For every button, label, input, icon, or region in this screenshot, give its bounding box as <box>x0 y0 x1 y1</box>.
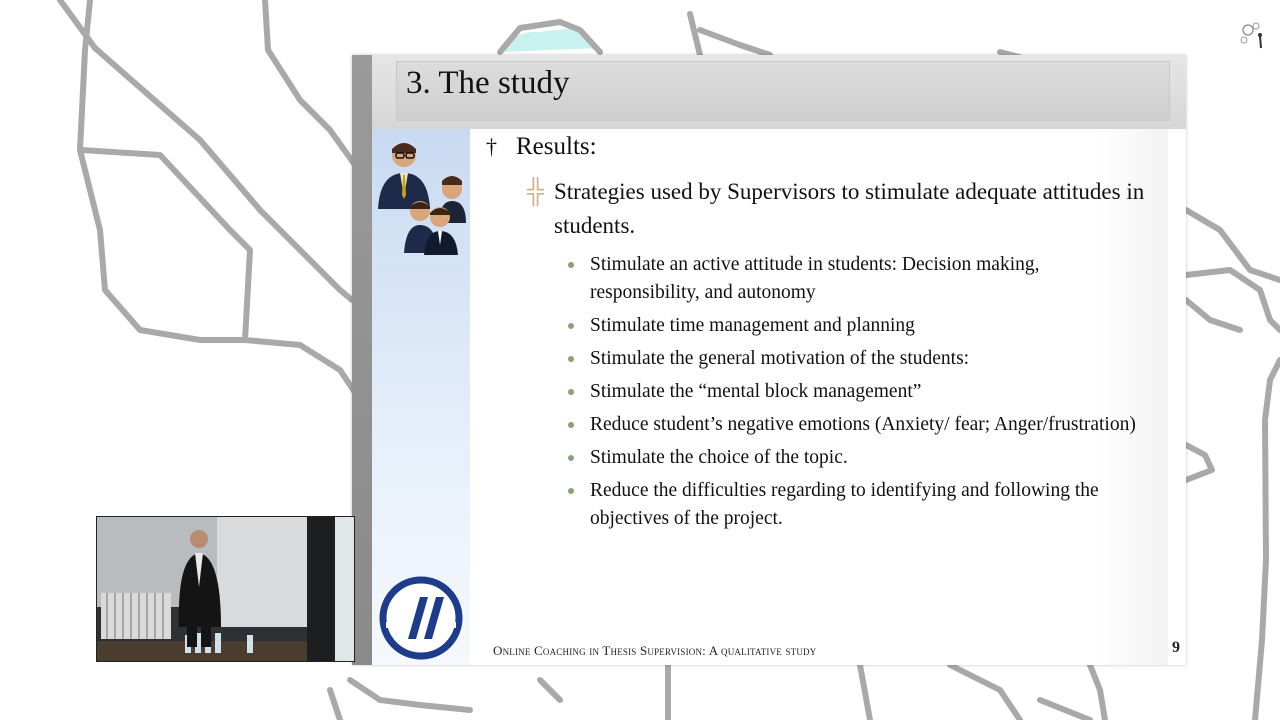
people-group-icon <box>374 137 470 257</box>
speaker-video-inset <box>96 516 355 662</box>
bullet-dot-icon <box>568 389 574 395</box>
list-item <box>564 477 1144 533</box>
slide-title-band <box>372 55 1186 129</box>
strategy-bullet-list <box>564 251 1144 538</box>
list-item-text: Stimulate the choice of the topic. <box>590 447 848 468</box>
list-item-text: Stimulate the general motivation of the students: <box>590 348 970 369</box>
slide-page-number: 9 <box>1172 639 1180 656</box>
presentation-slide <box>352 55 1186 665</box>
list-item-text: Stimulate the “mental block management” <box>590 381 922 402</box>
list-item <box>564 378 1144 406</box>
university-logo-icon <box>378 575 464 661</box>
bullet-dot-icon <box>568 488 574 494</box>
bullet-dot-icon <box>568 323 574 329</box>
dagger-marker-icon: † <box>486 134 497 159</box>
list-item-text: Reduce student’s negative emotions (Anxiety/ fear; Anger/frustration) <box>590 414 1136 435</box>
conference-logo-icon <box>1234 16 1270 58</box>
list-item-text: Stimulate time management and planning <box>590 315 915 336</box>
cross-marker-icon: ╬ <box>527 179 545 205</box>
list-item <box>564 345 1144 373</box>
slide-title: 3. The study <box>406 65 570 101</box>
slide-footer: Online Coaching in Thesis Supervision: A qualitative study <box>493 643 817 658</box>
strategies-item <box>527 175 1147 243</box>
slide-left-bar <box>352 55 372 665</box>
bullet-dot-icon <box>568 356 574 362</box>
bullet-dot-icon <box>568 262 574 268</box>
list-item <box>564 251 1144 307</box>
bullet-dot-icon <box>568 455 574 461</box>
results-heading <box>486 133 597 161</box>
results-heading-text: Results: <box>516 133 597 160</box>
list-item <box>564 444 1144 472</box>
list-item <box>564 312 1144 340</box>
strategies-item-text: Strategies used by Supervisors to stimulate adequate attitudes in students. <box>554 179 1145 238</box>
list-item-text: Stimulate an active attitude in students: Decision making, responsibility, and autonomy <box>590 254 1040 303</box>
bullet-dot-icon <box>568 422 574 428</box>
list-item-text: Reduce the difficulties regarding to identifying and following the objectives of the project. <box>590 480 1099 529</box>
list-item <box>564 411 1144 439</box>
